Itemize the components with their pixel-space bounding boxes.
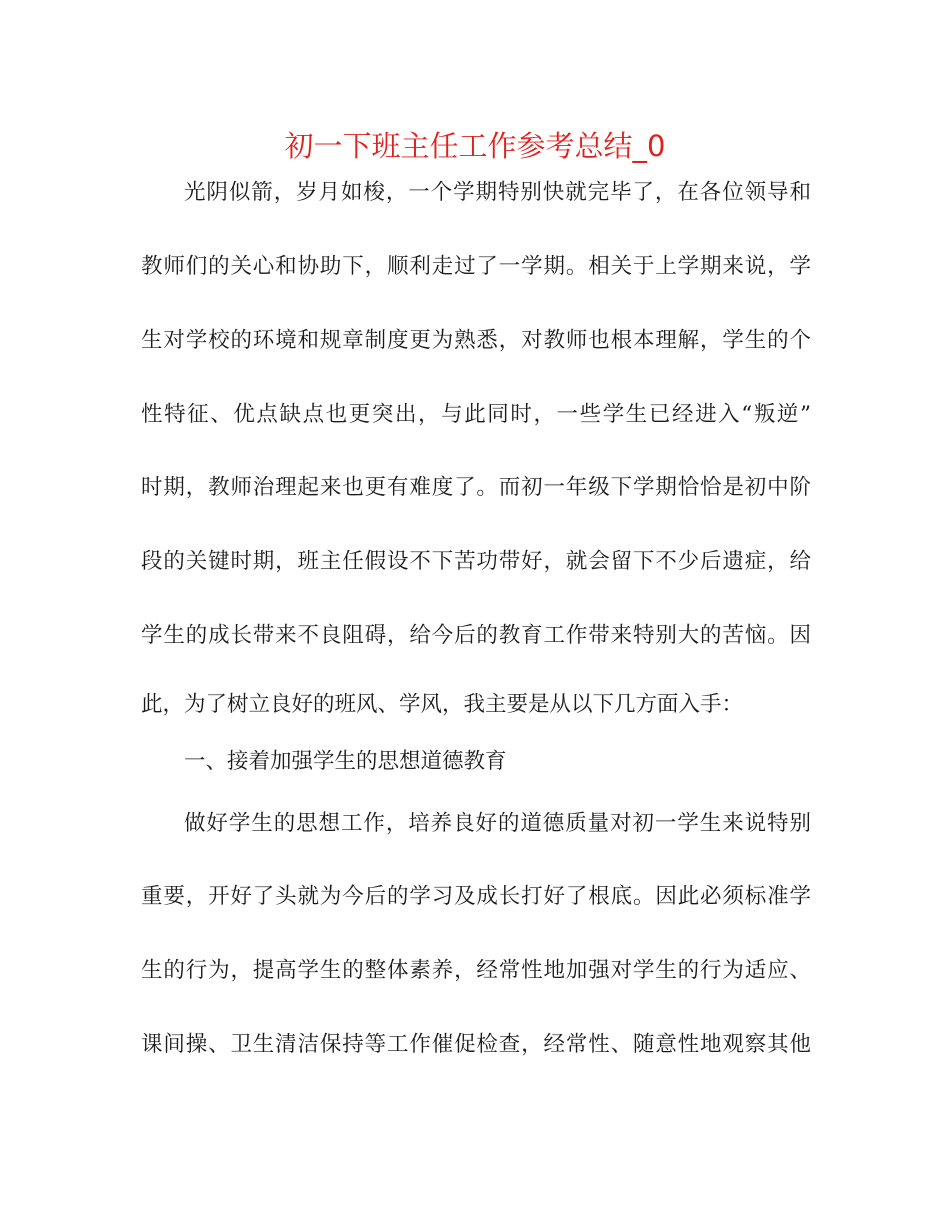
paragraph-line-1: 光阴似箭，岁月如梭，一个学期特别快就完毕了，在各位领导和 (184, 180, 811, 205)
paragraph-line-6: 段的关键时期，班主任假设不下苦功带好，就会留下不少后遗症，给 (141, 549, 811, 574)
paragraph-line-2: 教师们的关心和协助下，顺利走过了一学期。相关于上学期来说，学 (141, 254, 811, 279)
paragraph-line-8: 此，为了树立良好的班风、学风，我主要是从以下几方面入手： (141, 692, 744, 717)
paragraph-line-9: 做好学生的思想工作，培养良好的道德质量对初一学生来说特别 (184, 811, 811, 836)
paragraph-line-5: 时期，教师治理起来也更有难度了。而初一年级下学期恰恰是初中阶 (141, 475, 811, 500)
paragraph-line-3: 生对学校的环境和规章制度更为熟悉，对教师也根本理解，学生的个 (141, 328, 811, 353)
paragraph-line-11: 生的行为，提高学生的整体素养，经常性地加强对学生的行为适应、 (141, 958, 811, 983)
paragraph-line-7: 学生的成长带来不良阻碍，给今后的教育工作带来特别大的苦恼。因 (141, 623, 811, 648)
document-title: 初一下班主任工作参考总结_0 (284, 129, 666, 163)
paragraph-line-4: 性特征、优点缺点也更突出，与此同时，一些学生已经进入“叛逆” (141, 402, 811, 427)
section-heading: 一、接着加强学生的思想道德教育 (184, 749, 507, 774)
paragraph-line-12: 课间操、卫生清洁保持等工作催促检查，经常性、随意性地观察其他 (141, 1032, 811, 1057)
paragraph-line-10: 重要，开好了头就为今后的学习及成长打好了根底。因此必须标准学 (141, 884, 811, 909)
